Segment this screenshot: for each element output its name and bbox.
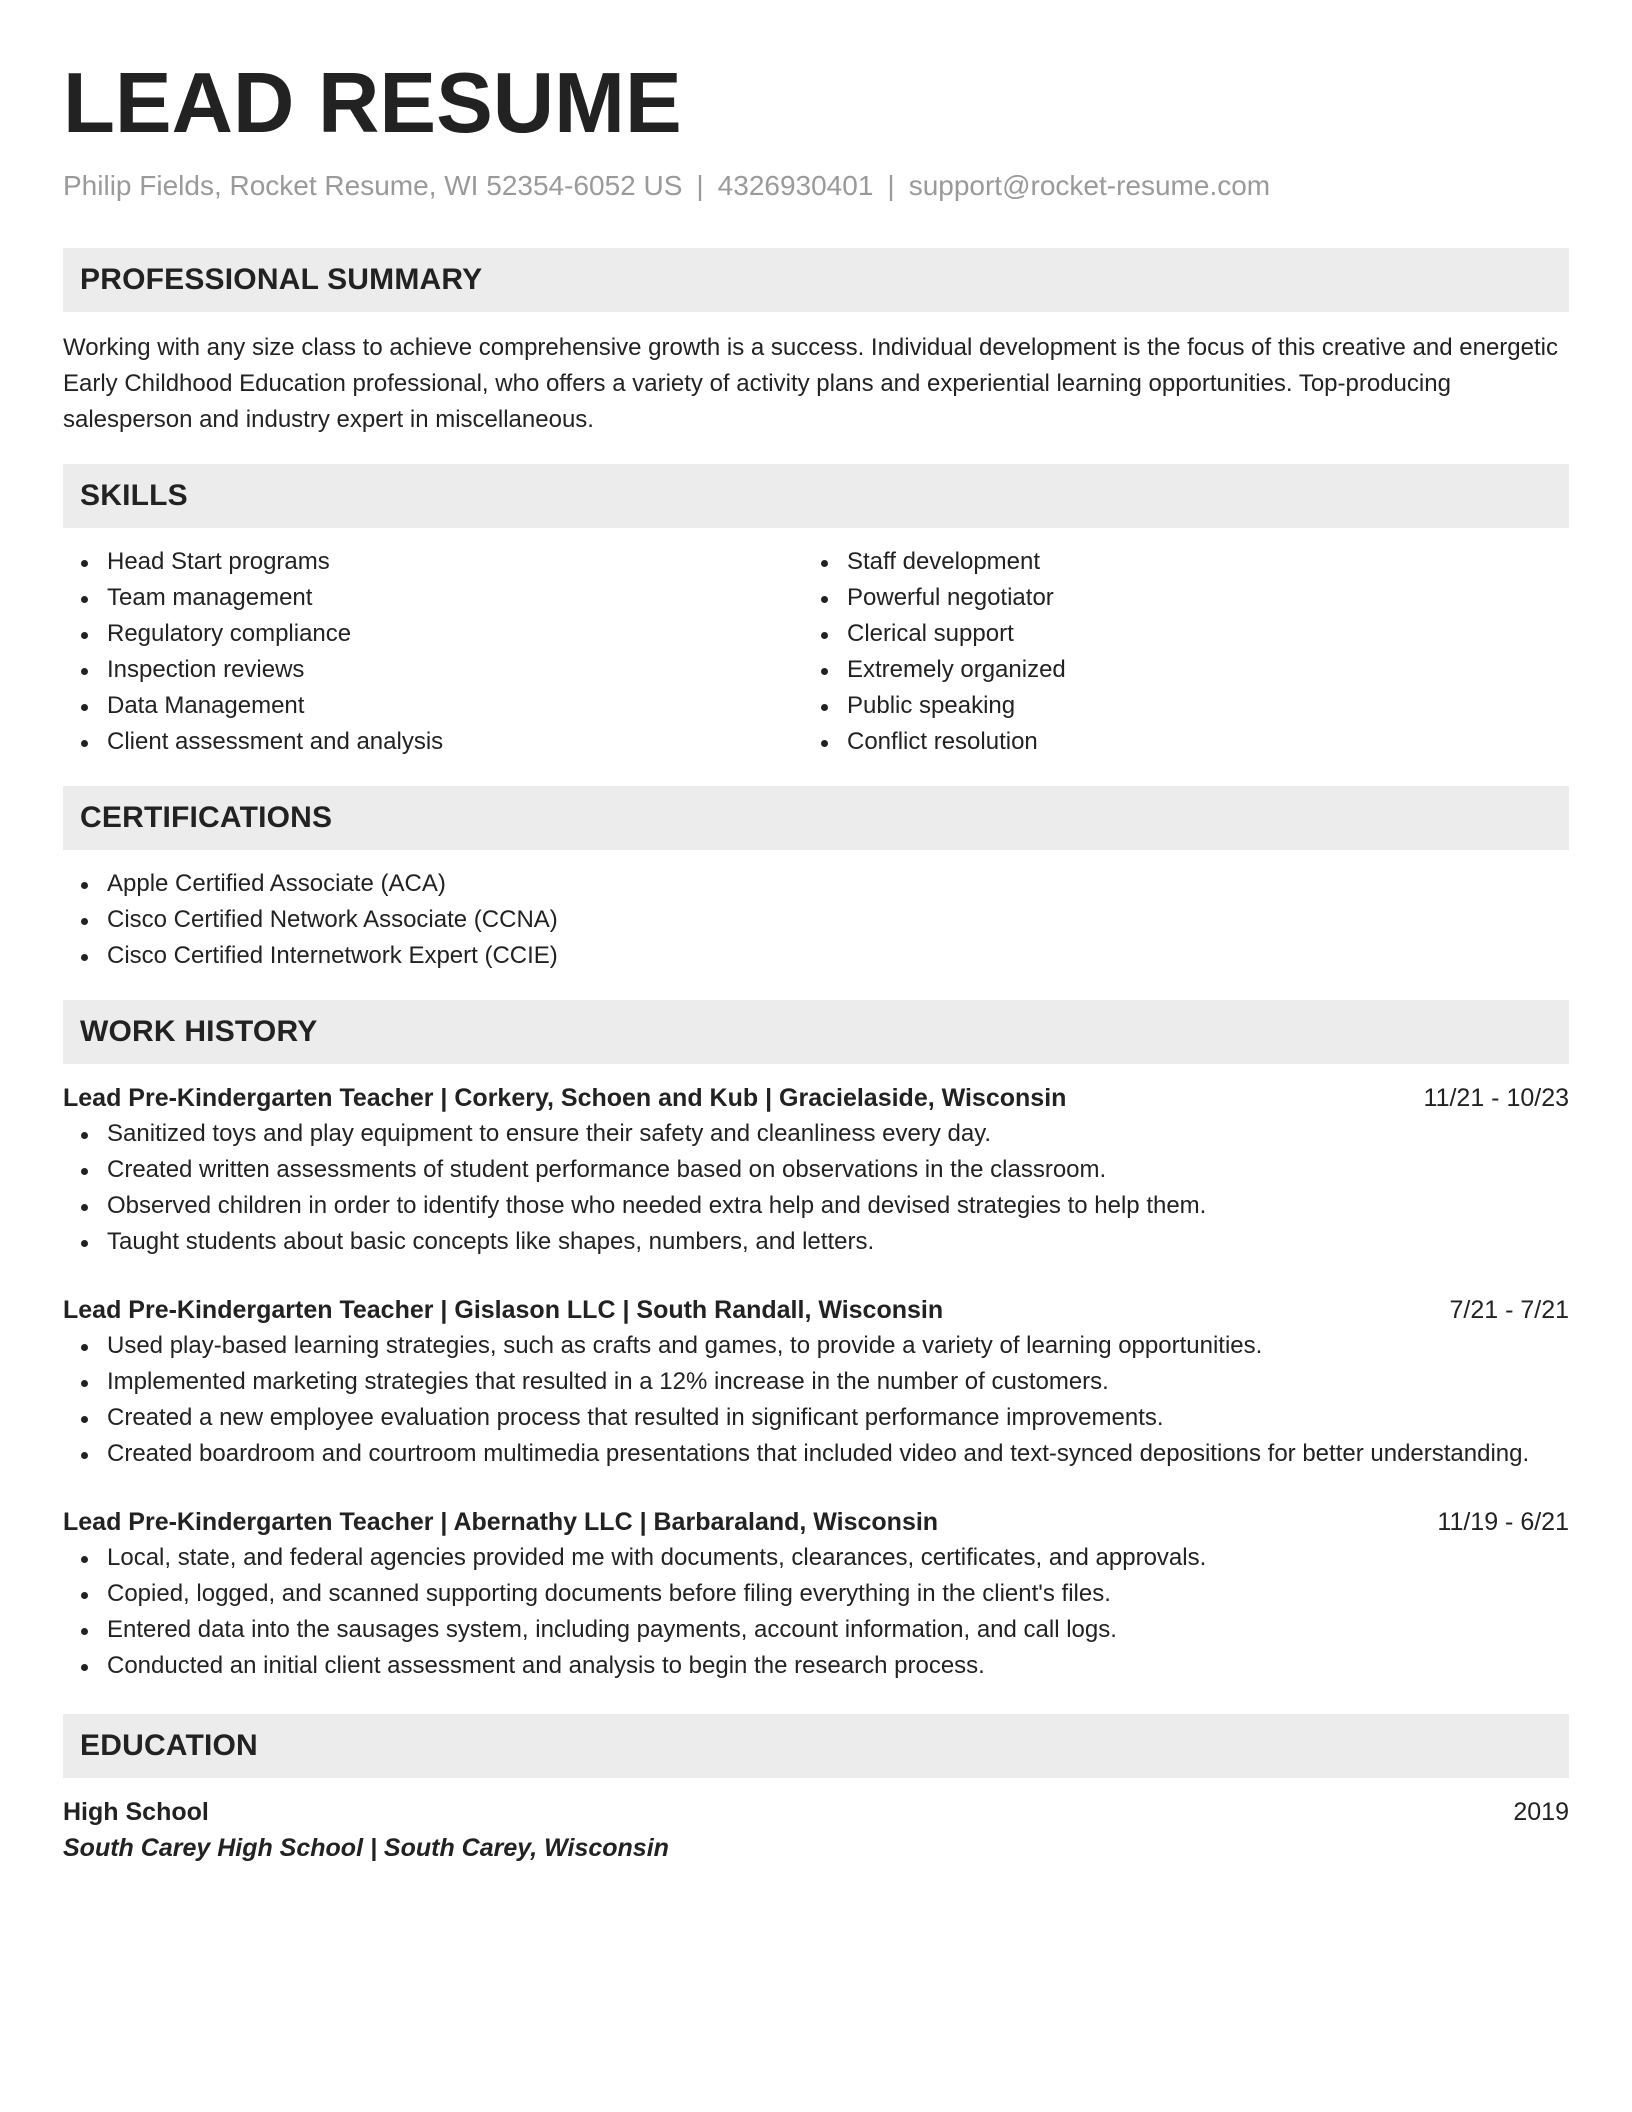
contact-address: Philip Fields, Rocket Resume, WI 52354-6052 US [63,170,683,201]
skill-item: Public speaking [803,688,1543,724]
skill-item: Inspection reviews [63,652,803,688]
skill-item: Powerful negotiator [803,580,1543,616]
job-bullet: Taught students about basic concepts like shapes, numbers, and letters. [63,1224,1569,1260]
contact-separator: | [696,170,704,201]
job-bullet: Sanitized toys and play equipment to ensure their safety and cleanliness every day. [63,1116,1569,1152]
education-school: South Carey High School | South Carey, Wisconsin [63,1834,669,1862]
skill-item: Extremely organized [803,652,1543,688]
skill-item: Regulatory compliance [63,616,803,652]
skill-item: Head Start programs [63,544,803,580]
contact-line [63,168,1569,204]
job-bullet: Copied, logged, and scanned supporting documents before filing everything in the client's files. [63,1576,1569,1612]
job-dates: 11/19 - 6/21 [1437,1508,1569,1536]
skill-item: Data Management [63,688,803,724]
job-bullets [63,1116,1569,1260]
education-year: 2019 [1513,1798,1569,1826]
job-bullet: Local, state, and federal agencies provided me with documents, clearances, certificates, and approvals. [63,1540,1569,1576]
job-dates: 7/21 - 7/21 [1449,1296,1569,1324]
job-bullet: Conducted an initial client assessment and analysis to begin the research process. [63,1648,1569,1684]
education-heading: EDUCATION [63,1714,1569,1778]
job-bullet: Implemented marketing strategies that resulted in a 12% increase in the number of customers. [63,1364,1569,1400]
job-bullet: Observed children in order to identify those who needed extra help and devised strategies to help them. [63,1188,1569,1224]
education-header [63,1794,1569,1830]
job-entry [63,1292,1569,1472]
skill-item: Clerical support [803,616,1543,652]
job-header [63,1504,1569,1540]
work-history-heading: WORK HISTORY [63,1000,1569,1064]
job-bullet: Used play-based learning strategies, such as crafts and games, to provide a variety of learning opportunities. [63,1328,1569,1364]
education-degree: High School [63,1798,209,1826]
job-header [63,1292,1569,1328]
job-entry [63,1080,1569,1260]
contact-separator: | [887,170,895,201]
job-bullet: Created written assessments of student performance based on observations in the classroom. [63,1152,1569,1188]
job-entry [63,1504,1569,1684]
summary-text: Working with any size class to achieve comprehensive growth is a success. Individual development is the focus of this creative and energetic Early Childhood Education professional, who offers a variety of activity plans and experiential learning opportunities. Top-producing salesperson and industry expert in miscellaneous. [63,334,1558,433]
certification-item: Cisco Certified Network Associate (CCNA) [63,902,1569,938]
certifications-list [63,866,1569,974]
job-title: Lead Pre-Kindergarten Teacher | Gislason LLC | South Randall, Wisconsin [63,1296,944,1324]
skill-item: Client assessment and analysis [63,724,803,760]
summary-heading: PROFESSIONAL SUMMARY [63,248,1569,312]
job-title: Lead Pre-Kindergarten Teacher | Corkery, Schoen and Kub | Gracielaside, Wisconsin [63,1084,1067,1112]
resume-title: LEAD RESUME [63,56,682,151]
job-bullet: Entered data into the sausages system, including payments, account information, and call logs. [63,1612,1569,1648]
job-bullets [63,1328,1569,1472]
job-header [63,1080,1569,1116]
skill-item: Team management [63,580,803,616]
skills-column-right [803,544,1543,760]
job-dates: 11/21 - 10/23 [1423,1084,1569,1112]
job-bullet: Created a new employee evaluation process that resulted in significant performance improvements. [63,1400,1569,1436]
job-title: Lead Pre-Kindergarten Teacher | Abernathy LLC | Barbaraland, Wisconsin [63,1508,939,1536]
certification-item: Cisco Certified Internetwork Expert (CCIE) [63,938,1569,974]
certifications-heading: CERTIFICATIONS [63,786,1569,850]
skills-list [63,544,1569,760]
job-bullet: Created boardroom and courtroom multimedia presentations that included video and text-synced depositions for better understanding. [63,1436,1569,1472]
contact-phone: 4326930401 [717,170,874,201]
certification-item: Apple Certified Associate (ACA) [63,866,1569,902]
job-bullets [63,1540,1569,1684]
skill-item: Staff development [803,544,1543,580]
skill-item: Conflict resolution [803,724,1543,760]
contact-email: support@rocket-resume.com [908,170,1271,201]
skills-heading: SKILLS [63,464,1569,528]
skills-column-left [63,544,803,760]
